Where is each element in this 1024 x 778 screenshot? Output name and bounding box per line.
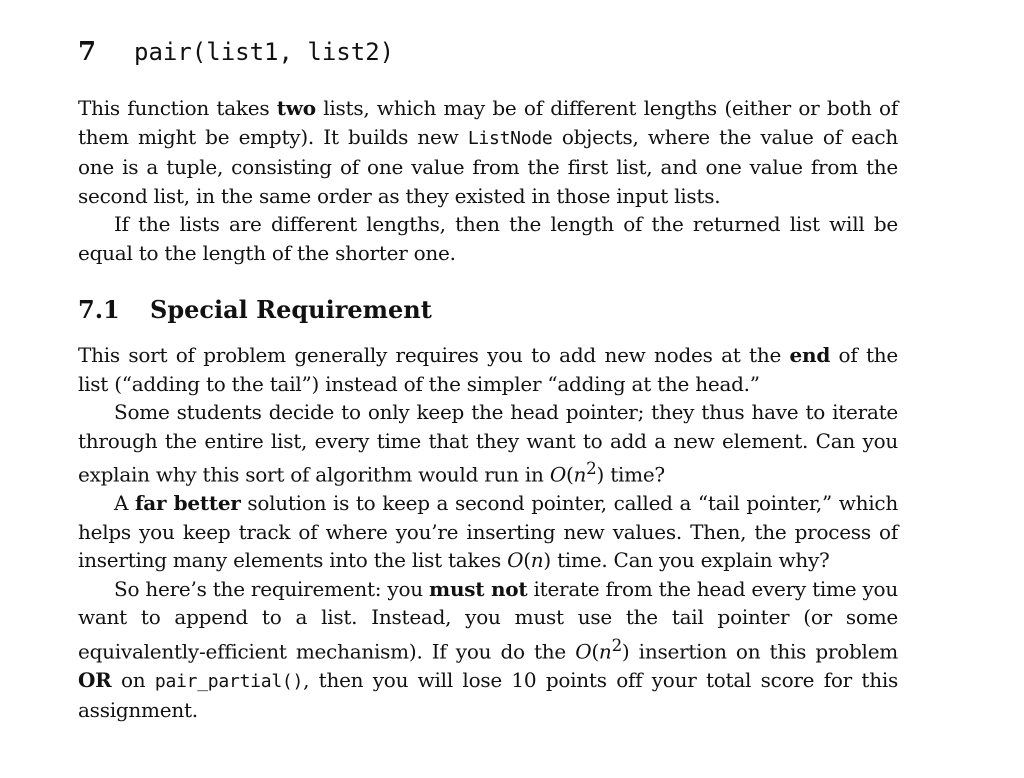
subsection-title: Special Requirement (150, 295, 432, 324)
math-text: n (530, 548, 544, 573)
code-text: pair_partial() (154, 670, 304, 692)
bold-text: OR (78, 667, 112, 692)
bold-text: end (789, 343, 831, 367)
section-number: 7 (78, 37, 97, 67)
text: Some students decide to only keep the head pointer; they thus have to iterate through the entire list, every time that they want to add a new element. Can you explain why this sort of algorithm would run in (78, 400, 898, 487)
text: objects, where the value of each one is a tuple, consisting of one value from the first list, and one value from the second list, in the same order as they existed in those input lists. (78, 124, 898, 208)
document-page (78, 32, 898, 725)
math-text: ) (621, 639, 630, 664)
text: on (111, 667, 155, 692)
section-heading (78, 32, 898, 72)
text: This function takes (78, 96, 277, 120)
text: time? (604, 462, 665, 487)
text: solution is to keep a second pointer, called a “tail pointer,” which helps you keep track of where you’re inserting new values. Then, the process of inserting many elements into the list takes (78, 491, 898, 573)
text: A (114, 491, 135, 516)
paragraph-intro (78, 94, 898, 210)
math-text: ( (565, 462, 574, 487)
math-text: ) (543, 548, 551, 573)
bold-text: far better (134, 491, 241, 516)
paragraph-requirement (78, 575, 898, 725)
math-text: n (573, 462, 587, 487)
math-text: O (575, 639, 592, 664)
paragraph-lengths: If the lists are different lengths, then the length of the returned list will be equal to the length of the shorter one. (78, 212, 898, 265)
text: , then you will lose 10 points off your total score for this assignment. (78, 667, 898, 723)
subsection-heading (78, 293, 898, 327)
paragraph-tail (78, 341, 898, 398)
math-exponent: 2 (586, 459, 597, 478)
math-text: n (598, 639, 612, 664)
bold-text: must not (429, 576, 528, 601)
math-text: ( (591, 639, 599, 664)
math-exponent: 2 (611, 635, 622, 655)
text: insertion on this problem (629, 639, 898, 664)
text: lists, which may be of different lengths (either or both of them might be empty). It builds new (78, 96, 898, 149)
section-title: pair(list1, list2) (134, 38, 395, 66)
subsection-number: 7.1 (78, 295, 120, 324)
math-text: O (549, 462, 566, 487)
text: of the list (“adding to the tail”) instead of the simpler “adding at the head.” (78, 343, 898, 396)
text: This sort of problem generally requires you to add new nodes at the (78, 343, 790, 367)
bold-text: two (276, 96, 316, 120)
paragraph-head-pointer (78, 398, 898, 489)
code-text: ListNode (467, 127, 553, 149)
text: So here’s the requirement: you (114, 576, 430, 601)
text: time. Can you explain why? (550, 548, 830, 573)
text: iterate from the head every time you want to append to a list. Instead, you must use the tail pointer (or some equivalently-efficient mechanism). If you do the (78, 576, 898, 664)
math-text: ) (596, 462, 605, 487)
math-text: O (507, 548, 524, 573)
math-text: ( (523, 548, 531, 573)
paragraph-tail-pointer (78, 489, 898, 575)
